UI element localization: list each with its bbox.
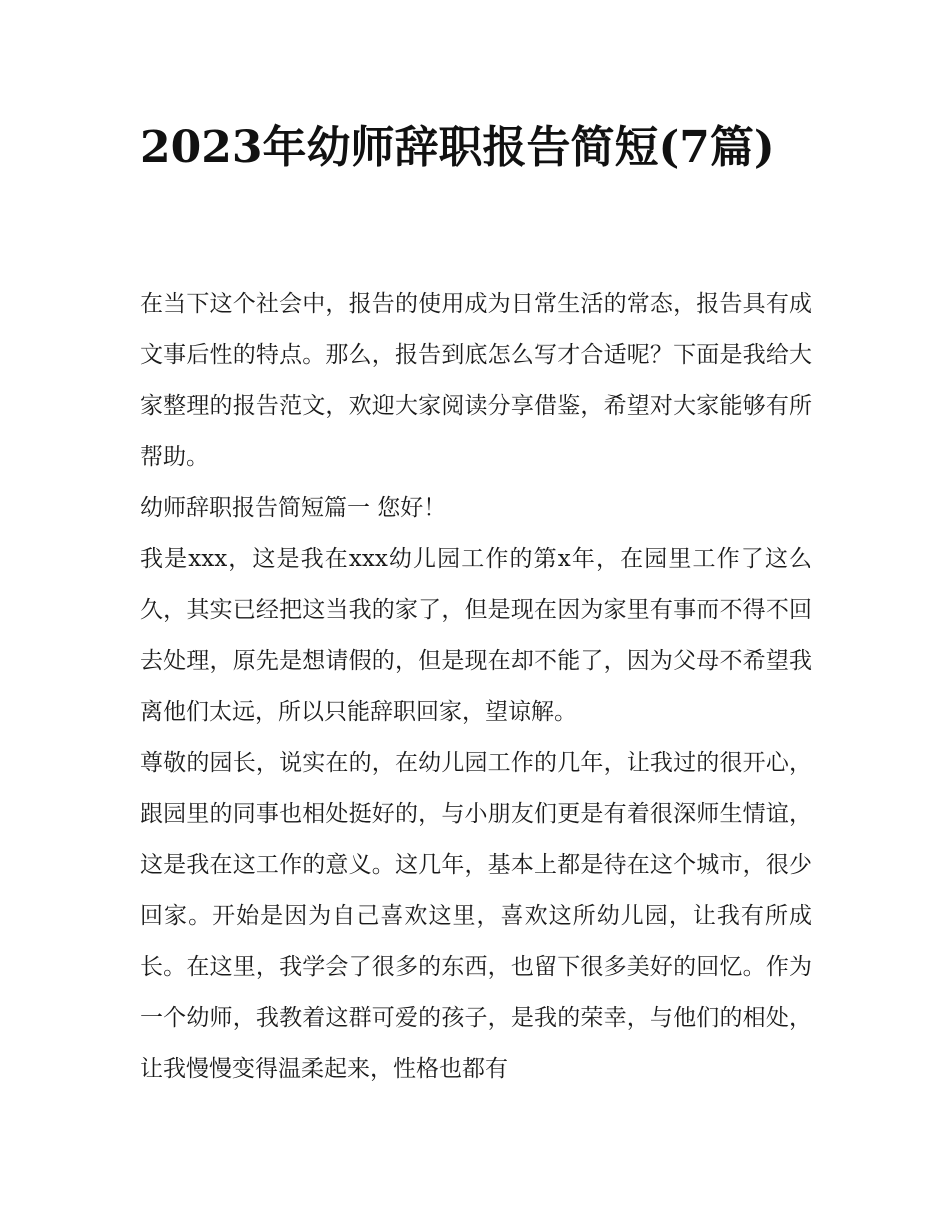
document-title: 2023年幼师辞职报告简短(7篇) <box>140 122 775 173</box>
body-paragraph-2: 尊敬的园长，说实在的，在幼儿园工作的几年，让我过的很开心，跟园里的同事也相处挺好的，与小朋友们更是有着很深师生情谊，这是我在这工作的意义。这几年，基本上都是待在这个城市，很少回家。开始是因为自己喜欢这里，喜欢这所幼儿园，让我有所成长。在这里，我学会了很多的东西，也留下很多美好的回忆。作为一个幼师，我教着这群可爱的孩子，是我的荣幸，与他们的相处，让我慢慢变得温柔起来，性格也都有 <box>140 750 812 1082</box>
body-paragraph-1: 我是xxx，这是我在xxx幼儿园工作的第x年，在园里工作了这么久，其实已经把这当我的家了，但是现在因为家里有事而不得不回去处理，原先是想请假的，但是现在却不能了，因为父母不希望我离他们太远，所以只能辞职回家，望谅解。 <box>140 546 812 725</box>
document-body <box>140 279 812 1095</box>
intro-paragraph: 在当下这个社会中，报告的使用成为日常生活的常态，报告具有成文事后性的特点。那么，报告到底怎么写才合适呢？下面是我给大家整理的报告范文，欢迎大家阅读分享借鉴，希望对大家能够有所帮助。 <box>140 291 812 470</box>
section-heading-paragraph: 幼师辞职报告简短篇一 您好！ <box>140 495 447 521</box>
